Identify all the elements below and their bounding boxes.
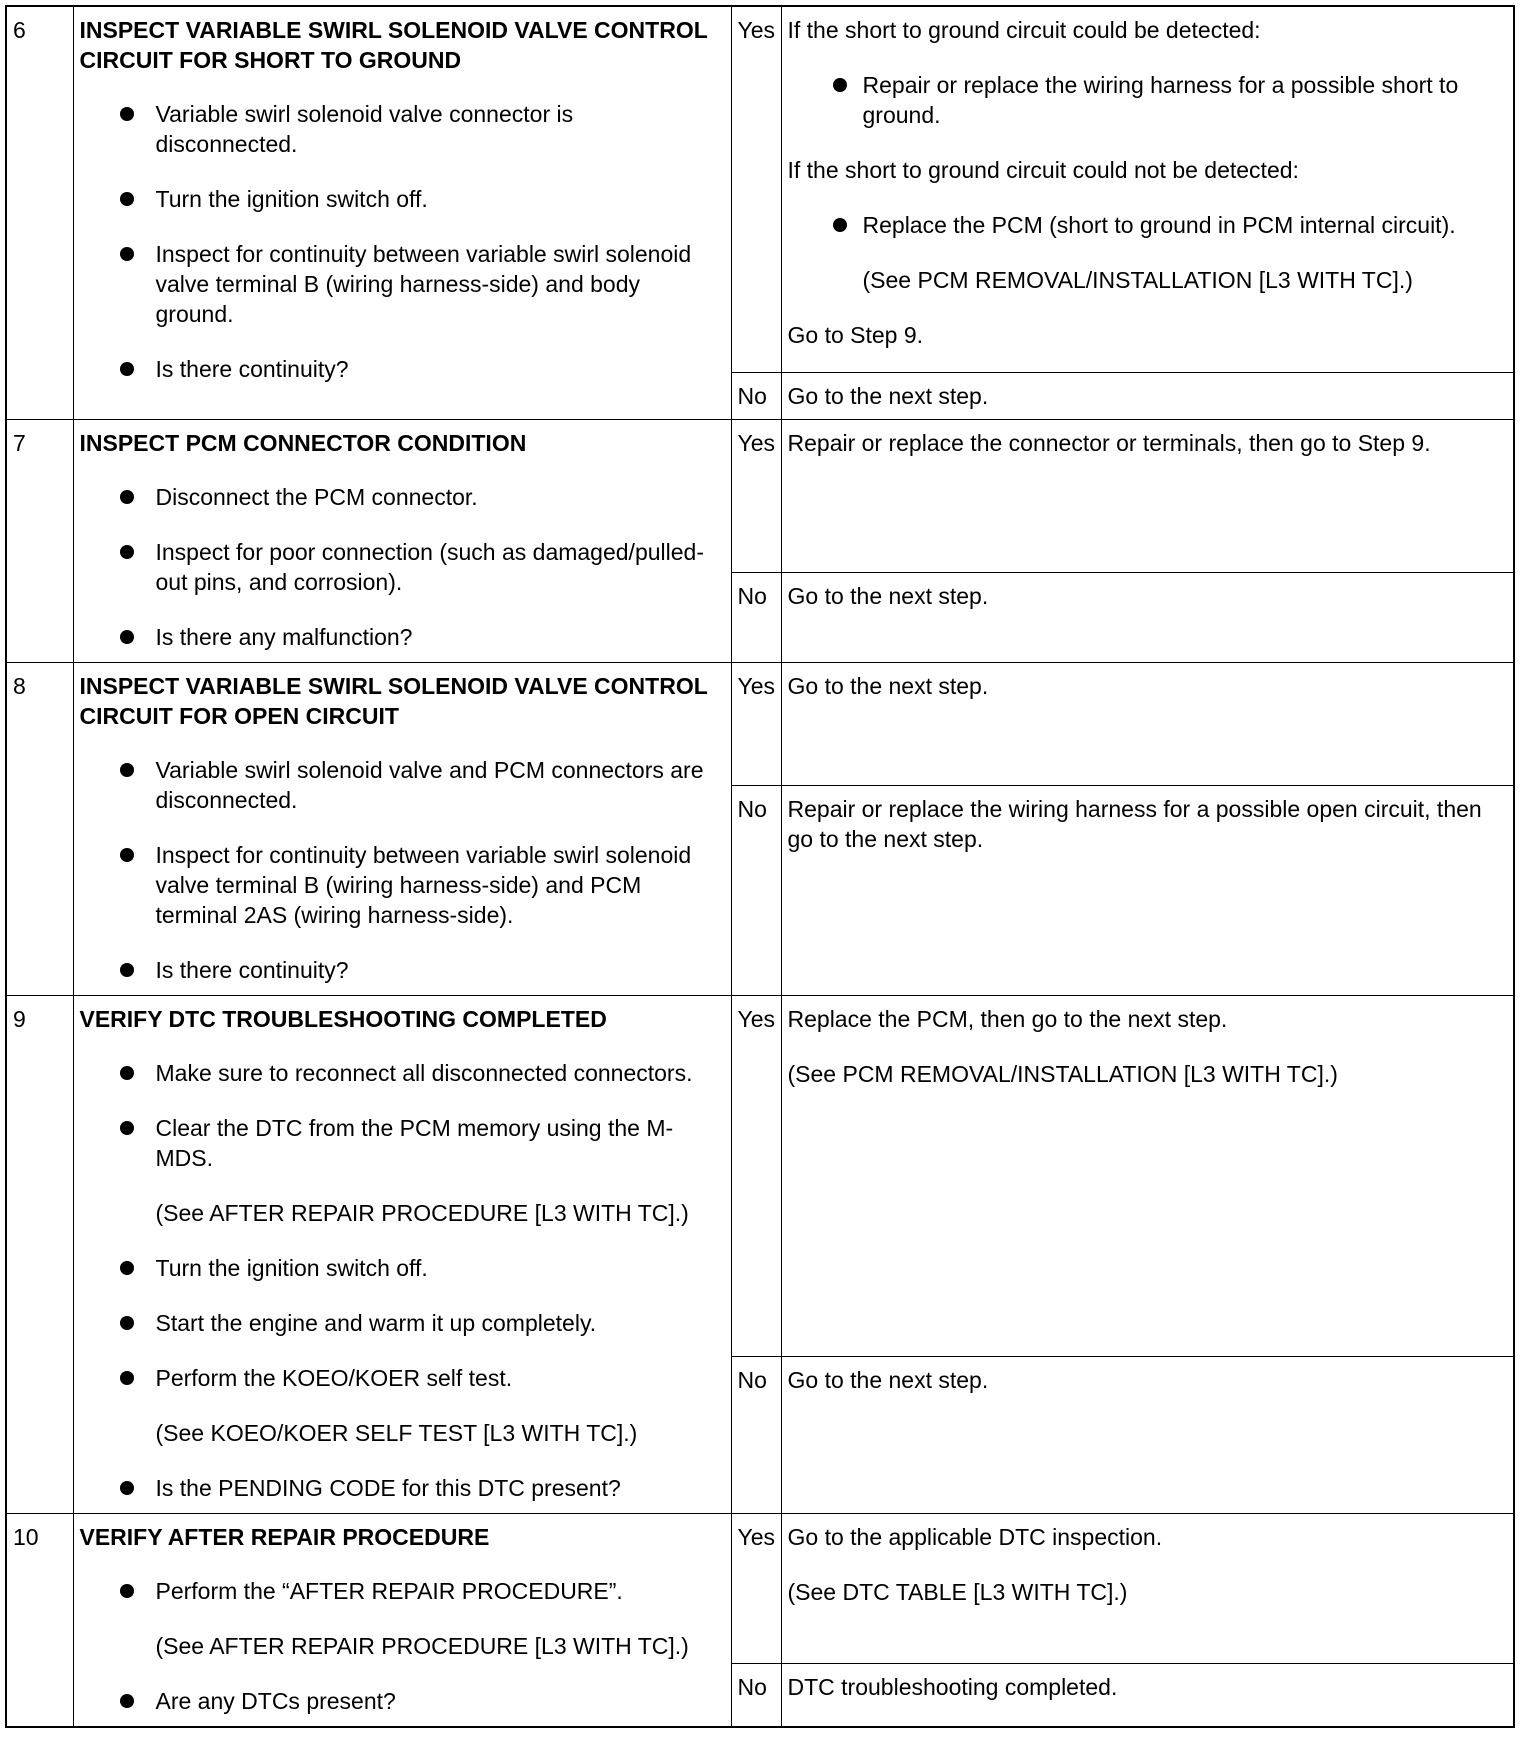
step-inspection [73,420,731,663]
yes-label: Yes [731,996,781,1357]
step-title: VERIFY AFTER REPAIR PROCEDURE [79,1524,490,1550]
step-number: 7 [6,420,73,663]
step-inspection [73,996,731,1514]
step-inspection [73,6,731,420]
no-label: No [731,372,781,419]
step-number: 9 [6,996,73,1514]
step-number: 8 [6,663,73,996]
yes-action: If the short to ground circuit could be detected: Repair or replace the wiring harness for a possible short to ground. If the short to ground circuit could not be detected: Replace the PCM (short to ground in PCM internal circuit). (See PCM REMOVAL/INSTALLATION [L3 WITH TC].) Go to Step 9. [781,6,1514,372]
step-9-yes-row [6,996,1514,1357]
bullet-icon [120,763,134,777]
bullet-item: Inspect for continuity between variable swirl solenoid valve terminal B (wiring harness-side) and PCM terminal 2AS (wiring harness-side). [120,840,721,930]
yes-action: Replace the PCM, then go to the next step. (See PCM REMOVAL/INSTALLATION [L3 WITH TC].) [781,996,1514,1357]
yes-label: Yes [731,420,781,573]
bullet-item: Turn the ignition switch off. [120,184,721,214]
bullet-icon [120,630,134,644]
yes-label: Yes [731,1514,781,1664]
bullet-icon [120,545,134,559]
step-number: 6 [6,6,73,420]
step-title: INSPECT PCM CONNECTOR CONDITION [79,430,527,456]
bullet-item: Variable swirl solenoid valve connector is disconnected. [120,99,721,159]
bullet-item: Variable swirl solenoid valve and PCM connectors are disconnected. [120,755,721,815]
bullet-item: Is the PENDING CODE for this DTC present? [120,1473,721,1503]
step-title: INSPECT VARIABLE SWIRL SOLENOID VALVE CONTROL CIRCUIT FOR SHORT TO GROUND [79,17,708,73]
bullet-icon [120,1584,134,1598]
step-number: 10 [6,1514,73,1728]
yes-action: Go to the applicable DTC inspection. (See DTC TABLE [L3 WITH TC].) [781,1514,1514,1664]
bullet-icon [120,107,134,121]
bullet-icon [120,1694,134,1708]
no-action: Go to the next step. [781,1357,1514,1514]
step-bullets [80,1058,721,1503]
bullet-icon [120,1316,134,1330]
bullet-icon [120,963,134,977]
no-label: No [731,786,781,996]
no-action: Go to the next step. [781,372,1514,419]
step-bullets [80,482,721,652]
no-label: No [731,1357,781,1514]
step-inspection [73,1514,731,1728]
bullet-item: Start the engine and warm it up completely. [120,1308,721,1338]
bullet-item: Clear the DTC from the PCM memory using the M-MDS. (See AFTER REPAIR PROCEDURE [L3 WITH TC].) [120,1113,721,1228]
bullet-icon [120,362,134,376]
bullet-item: Inspect for poor connection (such as damaged/pulled-out pins, and corrosion). [120,537,721,597]
bullet-icon [120,247,134,261]
reference-note: (See AFTER REPAIR PROCEDURE [L3 WITH TC].) [155,1633,689,1659]
bullet-icon [120,1481,134,1495]
no-label: No [731,1663,781,1727]
bullet-item: Make sure to reconnect all disconnected connectors. [120,1058,721,1088]
step-inspection [73,663,731,996]
bullet-item: Repair or replace the wiring harness for a possible short to ground. [833,70,1504,130]
bullet-icon [833,78,847,92]
step-bullets [80,1576,721,1716]
bullet-item: Is there any malfunction? [120,622,721,652]
bullet-icon [120,192,134,206]
no-action: Repair or replace the wiring harness for a possible open circuit, then go to the next step. [781,786,1514,996]
no-label: No [731,573,781,663]
bullet-icon [120,1121,134,1135]
no-action: Go to the next step. [781,573,1514,663]
step-bullets [80,99,721,384]
bullet-item: Inspect for continuity between variable swirl solenoid valve terminal B (wiring harness-side) and body ground. [120,239,721,329]
reference-note: (See AFTER REPAIR PROCEDURE [L3 WITH TC].) [155,1200,689,1226]
bullet-icon [120,1371,134,1385]
bullet-icon [120,848,134,862]
yes-label: Yes [731,663,781,786]
no-action: DTC troubleshooting completed. [781,1663,1514,1727]
step-8-yes-row [6,663,1514,786]
step-title: INSPECT VARIABLE SWIRL SOLENOID VALVE CONTROL CIRCUIT FOR OPEN CIRCUIT [79,673,708,729]
bullet-item: Disconnect the PCM connector. [120,482,721,512]
bullet-icon [120,1066,134,1080]
bullet-item: Perform the KOEO/KOER self test. (See KOEO/KOER SELF TEST [L3 WITH TC].) [120,1363,721,1448]
bullet-icon [120,1261,134,1275]
bullet-item: Replace the PCM (short to ground in PCM internal circuit). [833,210,1504,240]
yes-action: Go to the next step. [781,663,1514,786]
bullet-icon [833,218,847,232]
bullet-item: Is there continuity? [120,354,721,384]
step-6-yes-row [6,6,1514,372]
step-10-yes-row [6,1514,1514,1664]
step-bullets [80,755,721,985]
bullet-item: Turn the ignition switch off. [120,1253,721,1283]
bullet-icon [120,490,134,504]
reference-note: (See KOEO/KOER SELF TEST [L3 WITH TC].) [155,1420,638,1446]
bullet-item: Perform the “AFTER REPAIR PROCEDURE”. (See AFTER REPAIR PROCEDURE [L3 WITH TC].) [120,1576,721,1661]
bullet-item: Are any DTCs present? [120,1686,721,1716]
step-7-yes-row [6,420,1514,573]
bullet-item: Is there continuity? [120,955,721,985]
diagnostic-table [5,5,1515,1728]
step-title: VERIFY DTC TROUBLESHOOTING COMPLETED [79,1006,607,1032]
yes-action: Repair or replace the connector or terminals, then go to Step 9. [781,420,1514,573]
yes-label: Yes [731,6,781,372]
